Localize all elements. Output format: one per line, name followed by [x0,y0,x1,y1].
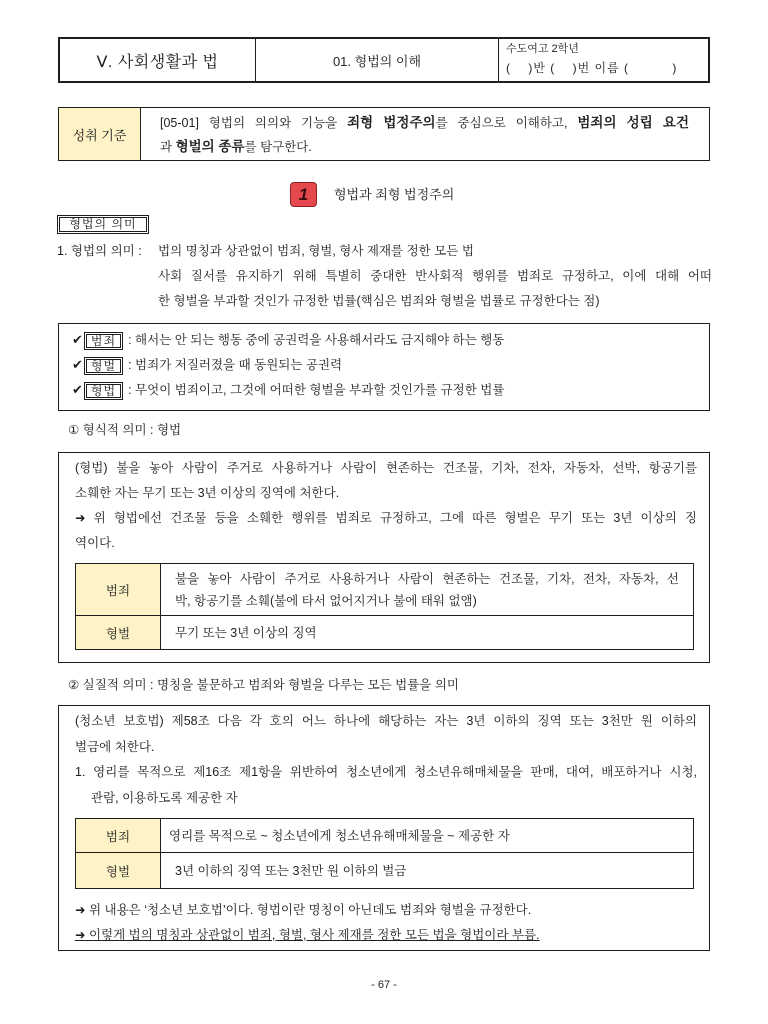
definition-line: 사회 질서를 유지하기 위해 특별히 중대한 반사회적 행위를 범죄로 규정하고, 이에 대해 어떠 [158,269,712,283]
table-row-content [161,853,693,888]
check-icon: ✔ [72,333,83,348]
achievement-key-phrase: 형벌의 종류 [175,139,245,154]
explanation-line: 역이다. [75,536,115,550]
student-info-blanks: ( )반 ( )번 이름 ( ) [506,61,678,75]
table-cell-line: 3년 이하의 징역 또는 3천만 원 이하의 벌금 [175,863,407,878]
definition-lead: 1. 형법의 의미 : [57,244,142,258]
table-row-content [161,616,693,649]
statute-line: 소훼한 자는 무기 또는 3년 이상의 징역에 처한다. [75,486,340,500]
header-table [58,37,710,83]
achievement-segment: 과 [160,140,176,154]
unit-title: Ⅴ. 사회생활과 법 [60,39,256,81]
section-title: 형법과 죄형 법정주의 [334,187,455,202]
section-number: 1 [298,184,309,204]
section-number-badge-icon [290,182,317,207]
achievement-label: 성취 기준 [59,108,141,160]
table-row [76,819,693,853]
note-line-underlined: ➜ 이렇게 법의 명칭과 상관없이 범죄, 형벌, 형사 제재를 정한 모든 법을 형법이라 부름. [75,927,540,942]
table-cell-line: 박, 항공기를 소훼(불에 타서 없어지거나 불에 태워 없앰) [175,593,477,608]
student-info-cell [499,39,708,81]
table-row-label: 범죄 [76,564,161,615]
formal-meaning-heading: ① 형식적 의미 : 형법 [68,423,182,437]
substantive-meaning-heading: ② 실질적 의미 : 명칭을 불문하고 범죄와 형벌을 다루는 모든 법률을 의미 [68,678,459,692]
achievement-key-phrase: 범죄의 성립 요건 [577,115,689,130]
term-definition: : 무엇이 범죄이고, 그것에 어떠한 형벌을 부과할 것인가를 규정한 법률 [128,383,505,397]
table-row-label: 형벌 [76,616,161,649]
crime-penalty-table [75,563,694,650]
table-row-content [161,819,693,852]
subsection-tag: 형법의 의미 [57,215,149,234]
table-row-label: 범죄 [76,819,161,852]
terms-box [58,323,710,411]
term-label: 범죄 [84,332,123,350]
formal-meaning-box [58,452,710,663]
term-label: 형법 [84,382,123,400]
achievement-text [141,108,709,160]
achievement-key-phrase: 죄형 법정주의 [347,115,436,130]
statute-line: 1. 영리를 목적으로 제16조 제1항을 위반하여 청소년에게 청소년유해매체물을 판매, 대여, 배포하거나 시청, [75,765,697,779]
table-row [76,616,693,649]
table-row [76,564,693,616]
term-row [72,328,695,353]
statute-line: (형법) 불을 놓아 사람이 주거로 사용하거나 사람이 현존하는 건조물, 기차, 전차, 자동차, 선박, 항공기를 [75,461,697,475]
achievement-segment: 를 탐구한다. [244,140,312,154]
term-definition: : 해서는 안 되는 행동 중에 공권력을 사용해서라도 금지해야 하는 행동 [128,333,505,347]
lesson-title: 01. 형법의 이해 [256,39,499,81]
statute-line: 벌금에 처한다. [75,739,155,754]
note-line: ➜ 위 내용은 ‘청소년 보호법’이다. 형법이란 명칭이 아닌데도 범죄와 형벌을 규정한다. [75,902,532,917]
achievement-segment: 를 중심으로 이해하고, [435,116,578,130]
term-row [72,378,695,403]
check-icon: ✔ [72,383,83,398]
term-definition: : 범죄가 저질러졌을 때 동원되는 공권력 [128,358,343,372]
check-icon: ✔ [72,358,83,373]
statute-line: 관람, 이용하도록 제공한 자 [91,790,238,805]
achievement-line [160,111,689,135]
term-row [72,353,695,378]
table-row [76,853,693,888]
definition-line: 한 형벌을 부과할 것인가 규정한 법률(핵심은 범죄와 형벌을 법률로 규정한다는 점) [158,294,600,308]
achievement-segment: [05-01] 형법의 의의와 기능을 [160,116,348,130]
table-row-label: 형벌 [76,853,161,888]
table-cell-line: 영리를 목적으로 ~ 청소년에게 청소년유해매체물을 ~ 제공한 자 [169,828,510,843]
page-number: - 67 - [371,979,397,991]
achievement-standard-box [58,107,710,161]
explanation-line: ➜ 위 형법에선 건조물 등을 소훼한 행위를 범죄로 규정하고, 그에 따른 형벌은 무기 또는 3년 이상의 징 [75,511,697,525]
achievement-line [160,135,689,159]
definition-line: 법의 명칭과 상관없이 범죄, 형벌, 형사 제재를 정한 모든 법 [158,244,474,258]
term-label: 형벌 [84,357,123,375]
statute-line: (청소년 보호법) 제58조 다음 각 호의 어느 하나에 해당하는 자는 3년 이하의 징역 또는 3천만 원 이하의 [75,714,697,728]
table-row-content [161,564,693,615]
school-grade: 수도여고 2학년 [506,43,579,55]
substantive-meaning-box [58,705,710,951]
crime-penalty-table [75,818,694,889]
table-cell-line: 불을 놓아 사람이 주거로 사용하거나 사람이 현존하는 건조물, 기차, 전차, 자동차, 선 [175,571,679,586]
definition-text [158,239,712,314]
table-cell-line: 무기 또는 3년 이상의 징역 [175,625,317,640]
notes [75,898,697,948]
